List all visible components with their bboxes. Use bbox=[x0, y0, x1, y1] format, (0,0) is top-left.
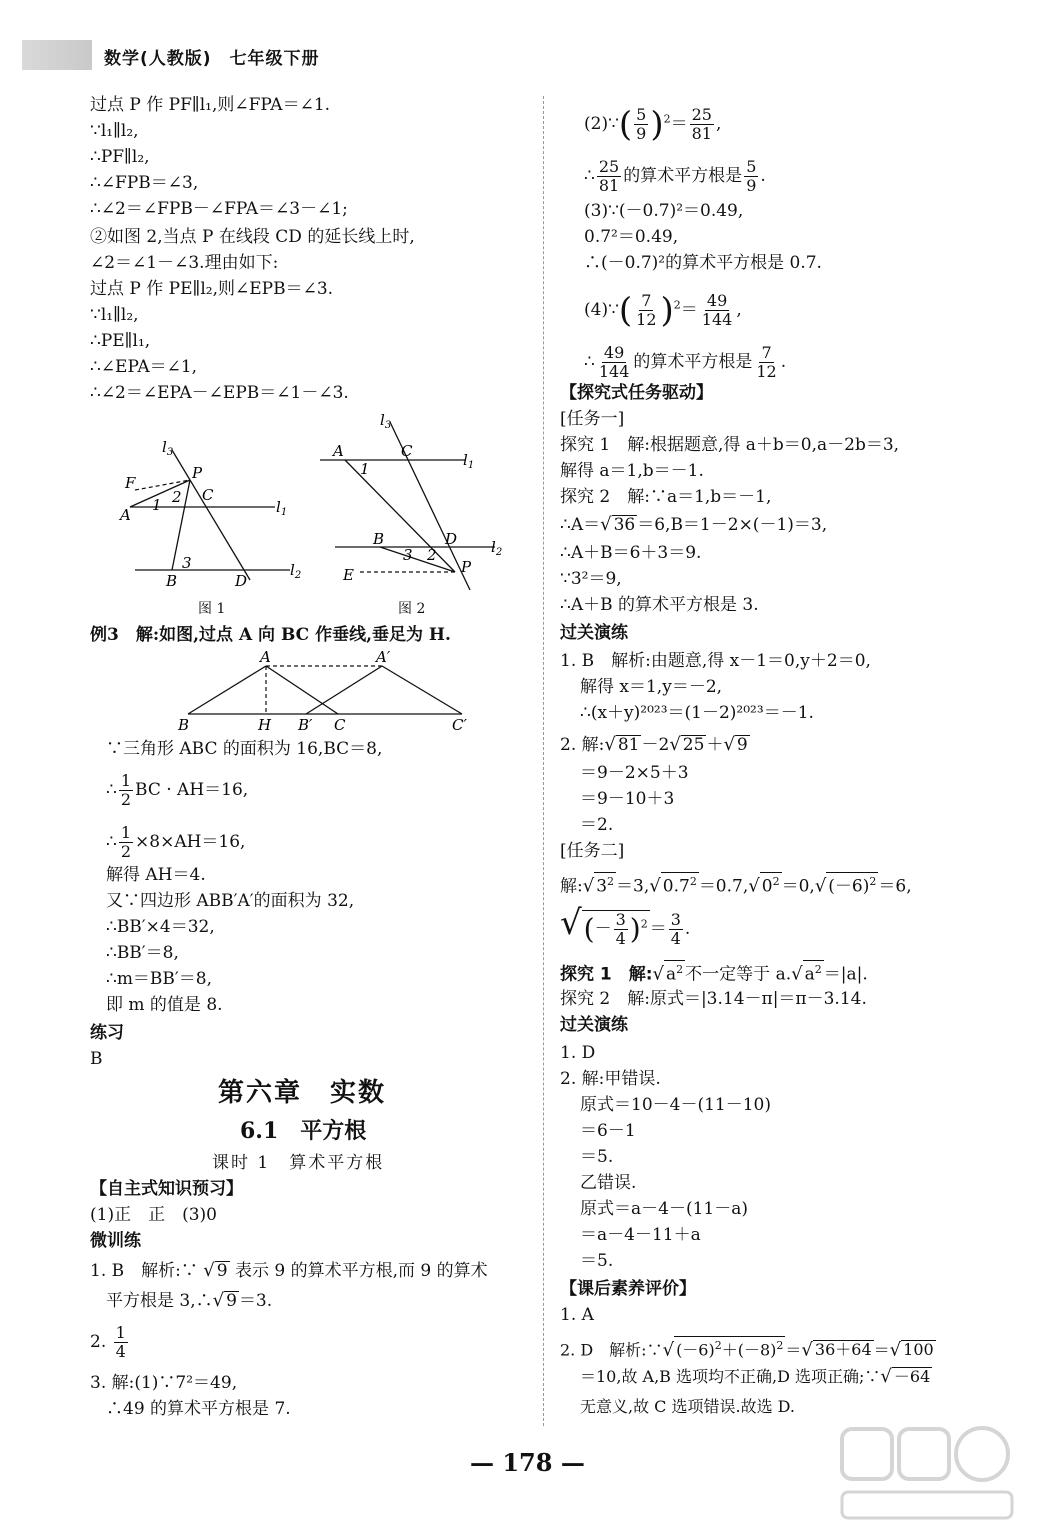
pp2-line2: 原式＝10－4－(11－10) bbox=[580, 1095, 771, 1115]
practice-answer: B bbox=[90, 1049, 103, 1069]
a2-line3: 无意义,故 C 选项错误.故选 D. bbox=[580, 1397, 796, 1416]
q1-line1: 1. B 解析:∵ √ 9 表示 9 的算术平方根,而 9 的算术 bbox=[90, 1260, 488, 1281]
q2-line: 2. $\frac{1}{4}$ bbox=[90, 1323, 126, 1361]
text-line: ∴PE∥l₁, bbox=[90, 331, 151, 351]
example-3: 例3 解:如图,过点 A 向 BC 作垂线,垂足为 H. bbox=[90, 625, 451, 645]
watermark-logo bbox=[837, 1424, 1017, 1524]
label-c-prime: C′ bbox=[452, 716, 467, 734]
header-bar bbox=[22, 40, 92, 70]
label-c: C bbox=[401, 442, 413, 460]
text-line: 即 m 的值是 8. bbox=[106, 995, 223, 1015]
p1-line: 1. B 解析:由题意,得 x－1＝0,y＋2＝0, bbox=[560, 651, 871, 671]
column-divider bbox=[543, 96, 544, 1426]
pp2-line8: ＝5. bbox=[580, 1251, 614, 1271]
pass-label: 过关演练 bbox=[560, 623, 628, 643]
label-a: A bbox=[120, 506, 131, 524]
label-angle3: 3 bbox=[403, 546, 413, 564]
a2-line2: ＝10,故 A,B 选项均不正确,D 选项正确;∵√ －64 bbox=[580, 1366, 931, 1387]
task2-label: [任务二] bbox=[560, 841, 625, 861]
label-b: B bbox=[178, 716, 190, 734]
q3-line1: 3. 解:(1)∵7²＝49, bbox=[90, 1373, 238, 1393]
figure-2-caption: 图 2 bbox=[398, 601, 426, 617]
label-a: A bbox=[260, 648, 271, 666]
r-line: (4)∵( $\frac{7}{12}$ )$^2$＝ $\frac{49}{144}$ , bbox=[584, 290, 742, 331]
e1-line: 探究 1 解:根据题意,得 a＋b＝0,a－2b＝3, bbox=[560, 435, 900, 455]
label-angle2: 2 bbox=[427, 546, 437, 564]
pp2-line: 2. 解:甲错误. bbox=[560, 1069, 661, 1089]
e2-line: 探究 2 解:∵a＝1,b＝－1, bbox=[560, 487, 772, 507]
figure-1 bbox=[110, 430, 310, 590]
r-line: (2)∵( $\frac{5}{9}$ )$^2$＝ $\frac{25}{81}$ , bbox=[584, 104, 722, 145]
label-f: F bbox=[125, 474, 136, 492]
preview-label: 【自主式知识预习】 bbox=[90, 1179, 243, 1199]
p1-line2: 解得 x＝1,y＝－2, bbox=[580, 677, 723, 697]
page-number: — 178 — bbox=[470, 1448, 585, 1477]
label-l2: $l_2$ bbox=[491, 538, 503, 558]
text-line: ∴∠2＝∠EPA－∠EPB＝∠1－∠3. bbox=[90, 383, 349, 403]
figure-2 bbox=[315, 410, 515, 590]
practice-label: 练习 bbox=[90, 1023, 124, 1043]
label-d: D bbox=[445, 530, 458, 548]
label-angle3: 3 bbox=[182, 554, 192, 572]
p2-line4: ＝2. bbox=[580, 815, 614, 835]
label-a-prime: A′ bbox=[376, 648, 391, 666]
label-angle2: 2 bbox=[172, 488, 182, 506]
r-line: ∴ $\frac{25}{81}$ 的算术平方根是 $\frac{5}{9}$ . bbox=[584, 157, 766, 195]
a2-line: 2. D 解析:∵√ $(-6)^2+(-8)^2$ ＝√ 36＋64 ＝√ 100 bbox=[560, 1336, 936, 1361]
pp2-line6: 原式＝a－4－(11－a) bbox=[580, 1199, 748, 1219]
figure-3 bbox=[170, 648, 480, 736]
label-angle1: 1 bbox=[360, 460, 370, 478]
label-l3: $l_3$ bbox=[162, 438, 174, 458]
preview-answer: (1)正 正 (3)0 bbox=[90, 1205, 217, 1225]
section-title: 6.1 平方根 bbox=[240, 1118, 367, 1144]
text-line: ∴m＝BB′＝8, bbox=[106, 969, 213, 989]
area-formula-1: ∴ $\frac{1}{2}$ BC · AH＝16, bbox=[106, 771, 249, 809]
text-line: ∴∠EPA＝∠1, bbox=[90, 357, 198, 377]
micro-label: 微训练 bbox=[90, 1231, 141, 1251]
text-line: ∵三角形 ABC 的面积为 16,BC＝8, bbox=[106, 739, 383, 759]
q1-line2: 平方根是 3,∴√ 9 ＝3. bbox=[106, 1290, 273, 1311]
p2-line3: ＝9－10＋3 bbox=[580, 789, 675, 809]
label-c: C bbox=[334, 716, 346, 734]
t2-line: 解:√ $3^2 =3,√$ $0.7^2 =0.7,√$ $0^2 =0,√$ $(-6)^2 =6$, bbox=[560, 872, 912, 898]
q3-line2: ∴49 的算术平方根是 7. bbox=[106, 1399, 291, 1419]
e2-line2: ∴A＝√ 36 ＝6,B＝1－2×(－1)＝3, bbox=[560, 514, 828, 535]
after-label: 【课后素养评价】 bbox=[560, 1279, 696, 1299]
label-l2: $l_2$ bbox=[290, 561, 302, 581]
label-l1: $l_1$ bbox=[463, 451, 475, 471]
t2e1-line: 探究 1 解:√ $a^2$ 不一定等于 a.√ $a^2 =|a|$. bbox=[560, 960, 868, 986]
r-line: ∴(－0.7)²的算术平方根是 0.7. bbox=[584, 253, 822, 273]
figure-1-caption: 图 1 bbox=[198, 601, 226, 617]
r-line: (3)∵(－0.7)²＝0.49, bbox=[584, 201, 744, 221]
p2-line2: ＝9－2×5＋3 bbox=[580, 763, 689, 783]
t2-line2: √(－ $\frac{3}{4}$ )$^2$ ＝ $\frac{3}{4}$ . bbox=[560, 903, 691, 948]
t2e2-line: 探究 2 解:原式＝|3.14－π|＝π－3.14. bbox=[560, 989, 867, 1009]
lesson-title: 课时 1 算术平方根 bbox=[212, 1153, 385, 1173]
chapter-title: 第六章 实数 bbox=[218, 1078, 387, 1108]
text-line: ∴PF∥l₂, bbox=[90, 147, 150, 167]
p2-line: 2. 解:√ 81 －2√ 25 ＋√ 9 bbox=[560, 734, 748, 755]
label-b: B bbox=[373, 530, 385, 548]
label-e: E bbox=[343, 566, 354, 584]
label-angle1: 1 bbox=[152, 496, 162, 514]
label-p: P bbox=[192, 464, 203, 482]
pp2-line5: 乙错误. bbox=[580, 1173, 637, 1193]
pp1-line: 1. D bbox=[560, 1043, 596, 1063]
label-l3: $l_3$ bbox=[380, 411, 392, 431]
text-line: ∵l₁∥l₂, bbox=[90, 305, 139, 325]
e2-line4: ∵3²＝9, bbox=[560, 569, 622, 589]
text-line: ∴BB′＝8, bbox=[106, 943, 179, 963]
pp2-line7: ＝a－4－11＋a bbox=[580, 1225, 701, 1245]
task-label: 【探究式任务驱动】 bbox=[560, 383, 713, 403]
label-c: C bbox=[202, 486, 214, 504]
text-line: ②如图 2,当点 P 在线段 CD 的延长线上时, bbox=[90, 227, 415, 247]
a1-line: 1. A bbox=[560, 1305, 594, 1325]
label-b-prime: B′ bbox=[298, 716, 313, 734]
e2-line5: ∴A＋B 的算术平方根是 3. bbox=[560, 595, 759, 615]
r-line: 0.7²＝0.49, bbox=[584, 227, 679, 247]
text-line: 过点 P 作 PF∥l₁,则∠FPA＝∠1. bbox=[90, 95, 331, 115]
label-l1: $l_1$ bbox=[276, 498, 288, 518]
text-line: 又∵四边形 ABB′A′的面积为 32, bbox=[106, 891, 355, 911]
text-line: ∴∠FPB＝∠3, bbox=[90, 173, 199, 193]
p1-line3: ∴(x＋y)²⁰²³＝(1－2)²⁰²³＝－1. bbox=[580, 703, 814, 723]
label-a: A bbox=[333, 442, 344, 460]
text-line: ∠2＝∠1－∠3.理由如下: bbox=[90, 253, 279, 273]
label-p: P bbox=[461, 558, 472, 576]
pass2-label: 过关演练 bbox=[560, 1015, 628, 1035]
label-b: B bbox=[166, 572, 178, 590]
task1-label: [任务一] bbox=[560, 409, 625, 429]
text-line: 过点 P 作 PE∥l₂,则∠EPB＝∠3. bbox=[90, 279, 334, 299]
label-h: H bbox=[258, 716, 272, 734]
r-line: ∴ $\frac{49}{144}$ 的算术平方根是 $\frac{7}{12}$ . bbox=[584, 343, 787, 381]
pp2-line3: ＝6－1 bbox=[580, 1121, 636, 1141]
text-line: 解得 AH＝4. bbox=[106, 865, 206, 885]
text-line: ∵l₁∥l₂, bbox=[90, 121, 139, 141]
pp2-line4: ＝5. bbox=[580, 1147, 614, 1167]
header-title: 数学(人教版) 七年级下册 bbox=[104, 49, 320, 69]
e2-line3: ∴A＋B＝6＋3＝9. bbox=[560, 543, 702, 563]
text-line: ∴∠2＝∠FPB－∠FPA＝∠3－∠1; bbox=[90, 199, 348, 219]
text-line: ∴BB′×4＝32, bbox=[106, 917, 215, 937]
area-formula-2: ∴ $\frac{1}{2}$ ×8×AH＝16, bbox=[106, 823, 246, 861]
label-d: D bbox=[235, 572, 248, 590]
e1-line2: 解得 a＝1,b＝－1. bbox=[560, 461, 704, 481]
